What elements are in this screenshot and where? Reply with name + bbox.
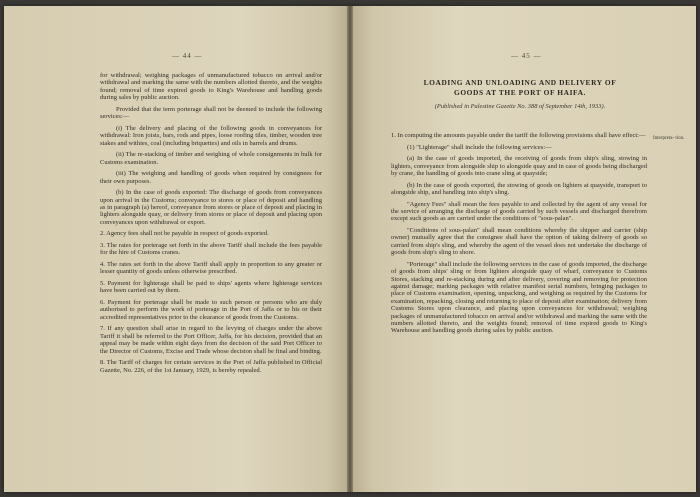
gazette-reference: (Published in Palestine Gazette No. 388 of September 14th, 1933). (434, 103, 606, 110)
paragraph: (1) "Lighterage" shall include the following services:— (407, 143, 552, 151)
margin-note: Interpreta- tion. (653, 136, 685, 141)
heading-line: GOODS AT THE PORT OF HAIFA. (453, 87, 587, 97)
paragraph: (iii) The weighing and handling of goods when required by consignees for their own purposes. (100, 170, 322, 185)
paragraph: "Agency Fees" shall mean the fees payable to and collected by the agent of any vessel for the service of arranging the discharge of goods carried by such vessels and discharged therefrom except such goods as are carried under the conditions of "sous-palan". (391, 200, 647, 223)
paragraph: Provided that the term porterage shall not be deemed to include the following services:— (100, 105, 322, 121)
paragraph: 7. If any question shall arise in regard to the levying of charges under the above Tariff it shall be referred to the Port Officer, Jaffa, for his decision, provided that an appeal may be made within eight days from the decision of the said Port Officer to the Director of Customs, Excise and Trade whose decision shall be final and binding. (100, 325, 322, 355)
section-heading (389, 78, 651, 97)
right-page (353, 6, 696, 492)
paragraph: 4. The rates set forth in the above Tariff shall apply in proportion to any greater or lesser quantity of goods unless otherwise prescribed. (100, 261, 322, 276)
paragraph: (i) The delivery and placing of the following goods in conveyances for withdrawal: Iron joists, bars, rods and pipes, loose roofing tiles, timber, wooden tree stakes and withies, coal (including briquettes) and oils in barrels and drums. (100, 124, 322, 147)
page-number: — 44 — (172, 52, 203, 60)
paragraph: 5. Payment for lighterage shall be paid to ships' agents where lighterage services have been carried out by them. (100, 280, 322, 295)
paragraph: (a) In the case of goods imported, the receiving of goods from ship's sling, stowing in lighters, conveyance from alongside ship to alongside quay and in case of goods being discharged by crane, the handling of goods into crane sling at quayside; (391, 155, 647, 177)
paragraph: for withdrawal; weighing packages of unmanufactured tobacco on arrival and/or withdrawal and marking the same with the numbers allotted thereto, and the weights found; removal of time expired goods to King's Warehouse and handling goods during sales by public auction. (100, 72, 322, 102)
paragraph: 2. Agency fees shall not be payable in respect of goods exported. (100, 230, 269, 238)
right-text-column (391, 132, 647, 339)
book-spread (4, 6, 696, 492)
left-text-column (100, 72, 322, 378)
heading-line: LOADING AND UNLOADING AND DELIVERY OF (423, 78, 617, 87)
paragraph: "Conditions of sous-palan" shall mean conditions whereby the shipper and carrier (ship owner) mutually agree that the consignee shall have the option of taking delivery of goods so carried from ship's sling, and whereby the agent of the vessel does not undertake the discharge of goods from ship's sling to shore. (391, 227, 647, 257)
paragraph: "Porterage" shall include the following services in the case of goods imported, the discharge of goods from ships' sling or from lighters alongside quay of wharf, conveyance to Customs Stores, stacking and re-stacking during and after delivery, covering and removing for protection against damage; marking packages with relative manifest serial numbers, bringing packages to place of Customs examination, opening, unpacking, and weighing as required by the Customs for examination, repacking, closing and returning to place of deposit after examination; delivery from Customs Stores upon clearance, and placing upon conveyances for withdrawal; weighing packages of unmanufactured tobacco on arrival and/or withdrawal and marking the same with the numbers allotted thereto, and the weights found; removal of time expired goods to King's Warehouse and handling goods during sales by public auction. (391, 260, 647, 335)
paragraph: 3. The rates for porterage set forth in the above Tariff shall include the fees payable for the hire of Customs cranes. (100, 242, 322, 257)
paragraph: (b) In the case of goods exported: The discharge of goods from conveyances upon arrival in the Customs; conveyance to stores or place of deposit and handling as in paragraph (a) hereof, conveyance from stores or place of deposit and placing in lighters alongside quay, or delivery from stores or place of deposit and placing upon conveyances upon withdrawal or export. (100, 189, 322, 226)
paragraph: (ii) The re-stacking of timber and weighing of whole consignments in bulk for Customs examination. (100, 151, 322, 166)
paragraph: 8. The Tariff of charges for certain services in the Port of Jaffa published in Official Gazette, No. 226, of the 1st January, 1929, is hereby repealed. (100, 359, 322, 374)
left-page (4, 6, 347, 492)
page-number: — 45 — (511, 52, 542, 60)
paragraph: (b) In the case of goods exported, the stowing of goods on lighters at quayside, transport to alongside ship, and handling into ship's sling. (391, 181, 647, 196)
paragraph: 1. In computing the amounts payable under the tariff the following provisions shall have effect:— (391, 132, 646, 139)
paragraph: 6. Payment for porterage shall be made to such person or persons who are duly authorised to perform the work of porterage in the Port of Jaffa or to his or their accredited representatives prior to the clearance of goods from the Customs. (100, 299, 322, 321)
